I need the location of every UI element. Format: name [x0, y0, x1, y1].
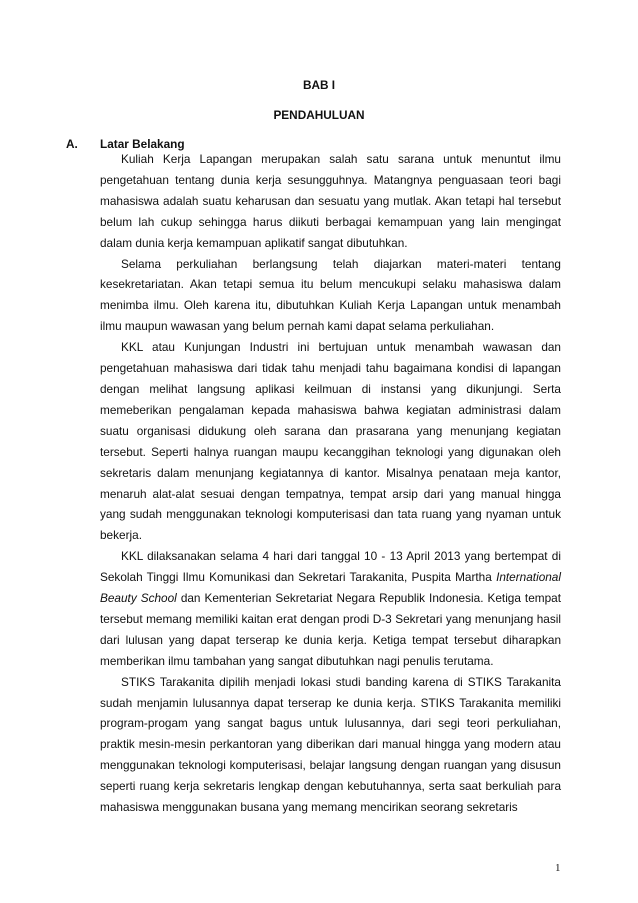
chapter-label: BAB I	[302, 78, 336, 92]
section-title: Latar Belakang	[100, 137, 185, 151]
paragraph-4-text-b: dan Kementerian Sekretariat Negara Republik Indonesia. Ketiga tempat tersebut memang memiliki kaitan erat dengan prodi D-3 Sekretari yang menunjang hasil dari lulusan yang dapat terserap ke dunia kerja. Ketiga tempat tersebut diharapkan memberikan ilmu tambahan yang sangat dibutuhkan nagi penulis terutama.	[100, 591, 561, 668]
paragraph-1: Kuliah Kerja Lapangan merupakan salah satu sarana untuk menuntut ilmu pengetahuan tentang dunia kerja sesungguhnya. Matangnya penguasaan teori bagi mahasiswa adalah suatu keharusan dan sesuatu yang mutlak. Akan tetapi hal tersebut belum lah cukup sehingga harus diikuti berbagai kemampuan yang lain mengingat dalam dunia kerja kemampuan aplikatif sangat dibutuhkan.	[100, 152, 561, 250]
section-number: A.	[66, 137, 78, 151]
body-text	[100, 149, 561, 818]
page-number: 1	[555, 862, 561, 874]
chapter-title: PENDAHULUAN	[273, 108, 365, 122]
paragraph-3: KKL atau Kunjungan Industri ini bertujuan untuk menambah wawasan dan pengetahuan mahasiswa dari tidak tahu menjadi tahu bagaimana kondisi di lapangan dengan melihat langsung aplikasi keilmuan di instansi yang dikunjungi. Serta memeberikan pengalaman kepada mahasiswa bahwa kegiatan administrasi dalam suatu organisasi didukung oleh sarana dan prasarana yang menunjang kegiatan tersebut. Seperti halnya ruangan maupu kecanggihan teknologi yang digunakan oleh sekretaris dalam menunjang kegiatannya di kantor. Misalnya penataan meja kantor, menaruh alat-alat sesuai dengan tempatnya, tempat arsip dari yang manual hingga yang sudah menggunakan teknologi komputerisasi dan tata ruang yang nyaman untuk bekerja.	[100, 340, 561, 543]
paragraph-4-text-a: KKL dilaksanakan selama 4 hari dari tanggal 10 - 13 April 2013 yang bertempat di Sekolah Tinggi Ilmu Komunikasi dan Sekretari Tarakanita, Puspita Martha	[100, 549, 561, 585]
paragraph-4	[100, 546, 561, 671]
paragraph-5: STIKS Tarakanita dipilih menjadi lokasi studi banding karena di STIKS Tarakanita sudah menjamin lulusannya dapat terserap ke dunia kerja. STIKS Tarakanita memiliki program-progam yang sangat bagus untuk lulusannya, dari segi teori perkuliahan, praktik mesin-mesin perkantoran yang diberikan dari manual hingga yang modern atau menggunakan teknologi komputerisasi, belajar langsung dengan ruangan yang disusun seperti ruang kerja sekretaris lengkap dengan kebutuhannya, serta saat berkuliah para mahasiswa menggunakan busana yang memang mencirikan seorang sekretaris	[100, 674, 561, 815]
paragraph-4-italic: International Beauty School	[100, 570, 561, 606]
paragraph-2: Selama perkuliahan berlangsung telah diajarkan materi-materi tentang kesekretariatan. Akan tetapi semua itu belum mencukupi selaku mahasiswa dalam menimba ilmu. Oleh karena itu, dibutuhkan Kuliah Kerja Lapangan untuk menambah ilmu maupun wawasan yang belum pernah kami dapat selama perkuliahan.	[100, 256, 561, 334]
